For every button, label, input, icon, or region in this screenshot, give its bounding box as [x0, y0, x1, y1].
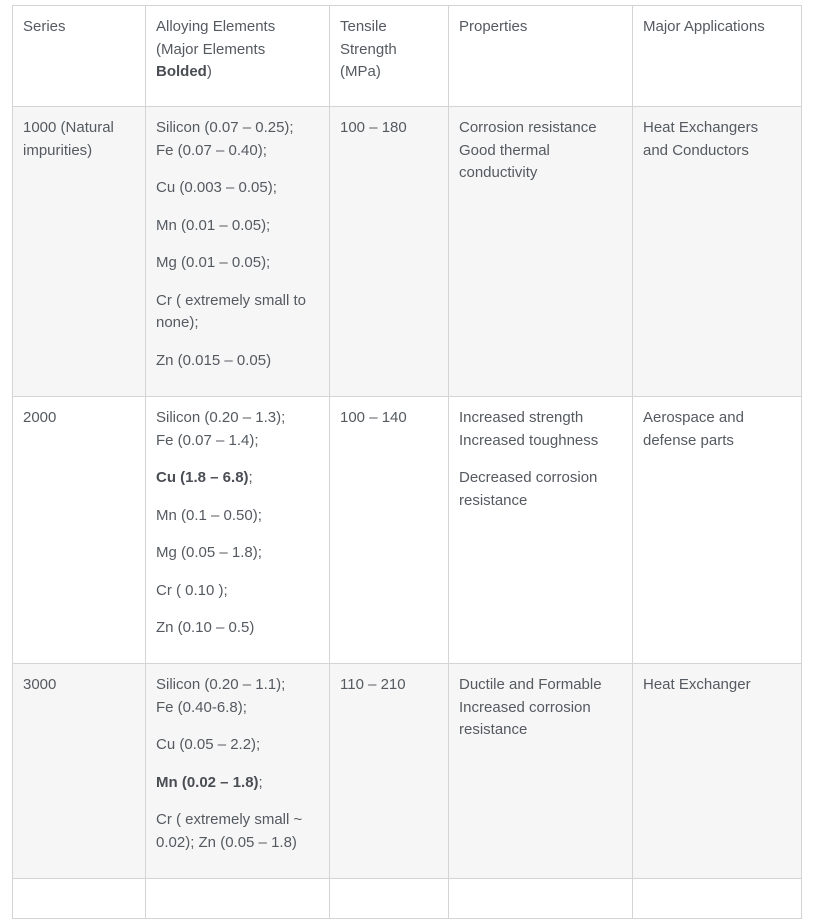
cell-text: Corrosion resistance: [459, 119, 597, 136]
header-row: [13, 6, 802, 107]
cell-text: Increased strength: [459, 409, 584, 426]
cell-text: Fe (0.07 – 1.4);: [156, 431, 259, 449]
cell-text: 110 – 210: [340, 676, 406, 693]
cell-paragraph: [156, 809, 319, 854]
cell-text: ): [206, 63, 212, 80]
cell-text: (Major Elements: [156, 40, 266, 58]
cell-series: [13, 664, 146, 879]
cell-paragraph: [156, 407, 319, 452]
cell-tensile-strength: [330, 664, 449, 879]
cell-text: Silicon (0.07 – 0.25);: [156, 119, 294, 136]
cell-text: Fe (0.40-6.8);: [156, 698, 247, 716]
cell-text: Strength: [340, 40, 397, 58]
cell-paragraph: [459, 467, 622, 512]
bold-element-text: Cu (1.8 – 6.8): [156, 469, 249, 486]
cell-text: defense parts: [643, 431, 734, 449]
cell-text: 2000: [23, 409, 57, 426]
cell-paragraph: [643, 16, 791, 39]
cell-paragraph: [459, 117, 622, 185]
cell-text: Good thermal conductivity: [459, 141, 550, 181]
cell-text: impurities): [23, 141, 93, 159]
cell-text: 1000 (Natural: [23, 119, 114, 136]
cell-text: Increased corrosion resistance: [459, 698, 591, 738]
bold-element-text: Bolded: [156, 63, 207, 80]
cell-major-applications: [633, 397, 802, 664]
cell-text: Mn (0.01 – 0.05);: [156, 216, 271, 234]
cell-text: Mg (0.05 – 1.8);: [156, 544, 262, 561]
cell-text: 100 – 180: [340, 119, 407, 136]
cell-paragraph: [459, 407, 622, 452]
cell-alloying-elements: [146, 664, 330, 879]
cell-paragraph: [156, 674, 319, 719]
cell-alloying-elements: [146, 107, 330, 397]
cell-paragraph: [23, 117, 135, 162]
header-cell-series: [13, 6, 146, 107]
cell-text: Increased toughness: [459, 431, 599, 449]
cell-text: 3000: [23, 676, 57, 693]
cell-tensile-strength: [330, 107, 449, 397]
cell-paragraph: [156, 117, 319, 162]
cell-paragraph: [156, 617, 319, 640]
cell-properties: [449, 397, 633, 664]
cell-major-applications: [633, 107, 802, 397]
cell-text: ;: [258, 773, 263, 791]
cell-paragraph: [156, 215, 319, 238]
header-cell-properties: [449, 6, 633, 107]
cell-text: Alloying Elements: [156, 18, 276, 35]
cell-paragraph: [156, 467, 319, 490]
cell-text: Series: [23, 18, 66, 35]
cell-text: Cu (0.003 – 0.05);: [156, 179, 277, 196]
cell-text: (MPa): [340, 63, 381, 80]
cell-text: ;: [248, 469, 253, 486]
cell-text: Aerospace and: [643, 409, 744, 426]
cell-paragraph: [340, 16, 438, 84]
cell-alloying-elements: [146, 397, 330, 664]
header-cell-tensile-strength: [330, 6, 449, 107]
cell-text: Mg (0.01 – 0.05);: [156, 254, 271, 271]
cell-text: Ductile and Formable: [459, 676, 602, 693]
cell-major-applications: [633, 664, 802, 879]
cell-paragraph: [340, 674, 438, 697]
bold-element-text: Mn (0.02 – 1.8): [156, 773, 259, 791]
cell-text: Cr ( 0.10 );: [156, 581, 228, 599]
cell-text: Heat Exchangers: [643, 119, 759, 136]
table-row: [13, 107, 802, 397]
cell-paragraph: [459, 16, 622, 39]
cell-paragraph: [156, 734, 319, 757]
cell-paragraph: [23, 16, 135, 39]
table-row: [13, 664, 802, 879]
cell-paragraph: [156, 290, 319, 335]
table-row: [13, 397, 802, 664]
header-cell-major-applications: [633, 6, 802, 107]
cell-text: Cr ( extremely small to none);: [156, 291, 307, 331]
cell-text: Fe (0.07 – 0.40);: [156, 141, 267, 159]
cell-text: Cr ( extremely small ~ 0.02); Zn (0.05 – 1.8): [156, 811, 303, 851]
cell-paragraph: [156, 350, 319, 373]
cell-paragraph: [156, 177, 319, 200]
cell-tensile-strength: [330, 397, 449, 664]
cell-text: Zn (0.015 – 0.05): [156, 351, 272, 369]
cell-series: [13, 107, 146, 397]
header-cell-alloying-elements: [146, 6, 330, 107]
alloy-series-table: [12, 5, 802, 919]
cell-paragraph: [459, 674, 622, 742]
cell-text: Mn (0.1 – 0.50);: [156, 506, 262, 524]
cell-properties: [449, 664, 633, 879]
cell-text: Properties: [459, 18, 528, 35]
cell-properties: [449, 107, 633, 397]
cell-paragraph: [643, 674, 791, 697]
cell-text: Silicon (0.20 – 1.1);: [156, 676, 286, 693]
cell-text: Cu (0.05 – 2.2);: [156, 736, 261, 753]
cell-text: Heat Exchanger: [643, 676, 751, 693]
cell-text: Zn (0.10 – 0.5): [156, 619, 255, 636]
cell-paragraph: [156, 252, 319, 275]
cell-text: Silicon (0.20 – 1.3);: [156, 409, 286, 426]
cell-paragraph: [156, 542, 319, 565]
cell-paragraph: [156, 772, 319, 795]
cell-paragraph: [23, 674, 135, 697]
cell-text: Major Applications: [643, 18, 765, 35]
cell-paragraph: [156, 505, 319, 528]
cell-paragraph: [340, 407, 438, 430]
cell-paragraph: [643, 407, 791, 452]
cell-paragraph: [23, 407, 135, 430]
cell-series: [13, 397, 146, 664]
cell-paragraph: [156, 580, 319, 603]
cell-text: Decreased corrosion resistance: [459, 469, 598, 509]
cell-paragraph: [340, 117, 438, 140]
cell-text: Tensile: [340, 18, 387, 35]
cell-paragraph: [643, 117, 791, 162]
cell-text: 100 – 140: [340, 409, 407, 426]
cell-paragraph: [156, 16, 319, 84]
cell-text: and Conductors: [643, 141, 749, 159]
